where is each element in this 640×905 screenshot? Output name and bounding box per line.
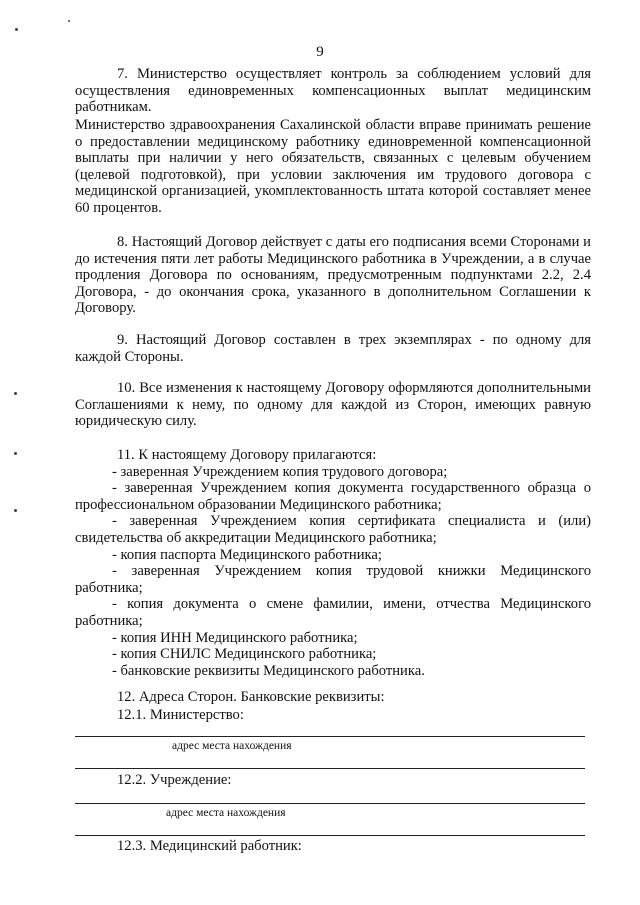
addresses-heading: 12. Адреса Сторон. Банковские реквизиты: [117, 689, 385, 705]
list-item: - заверенная Учреждением копия трудовой книжки Медицинского работника; [75, 563, 591, 596]
attachments-list [75, 447, 591, 679]
scan-mark [68, 20, 70, 22]
clause-10-paragraph: 10. Все изменения к настоящему Договору оформляются дополнительными Соглашениями к нему, по одному для каждой из Сторон, имеющих равную юридическую силу. [75, 380, 591, 430]
ministry-field-line [75, 736, 585, 737]
list-item: - копия документа о смене фамилии, имени, отчества Медицинского работника; [75, 596, 591, 629]
ministry-label: 12.1. Министерство: [117, 707, 244, 723]
institution-field-line [75, 803, 585, 804]
page-number: 9 [316, 44, 324, 60]
ministry-field-line-2 [75, 768, 585, 769]
clause-8-paragraph: 8. Настоящий Договор действует с даты его подписания всеми Сторонами и до истечения пяти лет работы Медицинского работника в Учреждении, а в случае продления Договора по основаниям, предусмотренным подпунктами 2.2, 2.4 Договора, - до окончания срока, указанного в дополнительном Соглашении к Договору. [75, 234, 591, 317]
scan-mark [15, 28, 18, 31]
clause-7-paragraph-1: 7. Министерство осуществляет контроль за соблюдением условий для осуществления единовременных компенсационных выплат медицинским работникам. [75, 66, 591, 116]
scan-mark [14, 452, 17, 455]
list-item: - заверенная Учреждением копия документа государственного образца о профессиональном образовании Медицинского работника; [75, 480, 591, 513]
list-item: - заверенная Учреждением копия трудового договора; [112, 463, 448, 480]
list-item: - копия СНИЛС Медицинского работника; [112, 646, 377, 663]
scan-mark [14, 392, 17, 395]
list-item: - копия паспорта Медицинского работника; [112, 546, 382, 563]
attachments-heading: 11. К настоящему Договору прилагаются: [117, 447, 377, 463]
list-item: - банковские реквизиты Медицинского работника. [112, 662, 425, 679]
institution-field-line-2 [75, 835, 585, 836]
scan-mark [14, 509, 17, 512]
ministry-address-caption: адрес места нахождения [172, 740, 292, 752]
worker-label: 12.3. Медицинский работник: [117, 838, 302, 854]
institution-address-caption: адрес места нахождения [166, 807, 286, 819]
institution-label: 12.2. Учреждение: [117, 772, 232, 788]
list-item: - заверенная Учреждением копия сертификата специалиста и (или) свидетельства об аккредитации Медицинского работника; [75, 513, 591, 546]
clause-9-paragraph: 9. Настоящий Договор составлен в трех экземплярах - по одному для каждой Стороны. [75, 332, 591, 365]
clause-7-paragraph-2: Министерство здравоохранения Сахалинской области вправе принимать решение о предоставлении медицинскому работнику единовременной компенсационной выплаты при наличии у него обязательств, связанных с целевым обучением (целевой подготовкой), при условии заключения им трудового договора с медицинской организацией, укомплектованность штата которой составляет менее 60 процентов. [75, 117, 591, 216]
list-item: - копия ИНН Медицинского работника; [112, 629, 358, 646]
